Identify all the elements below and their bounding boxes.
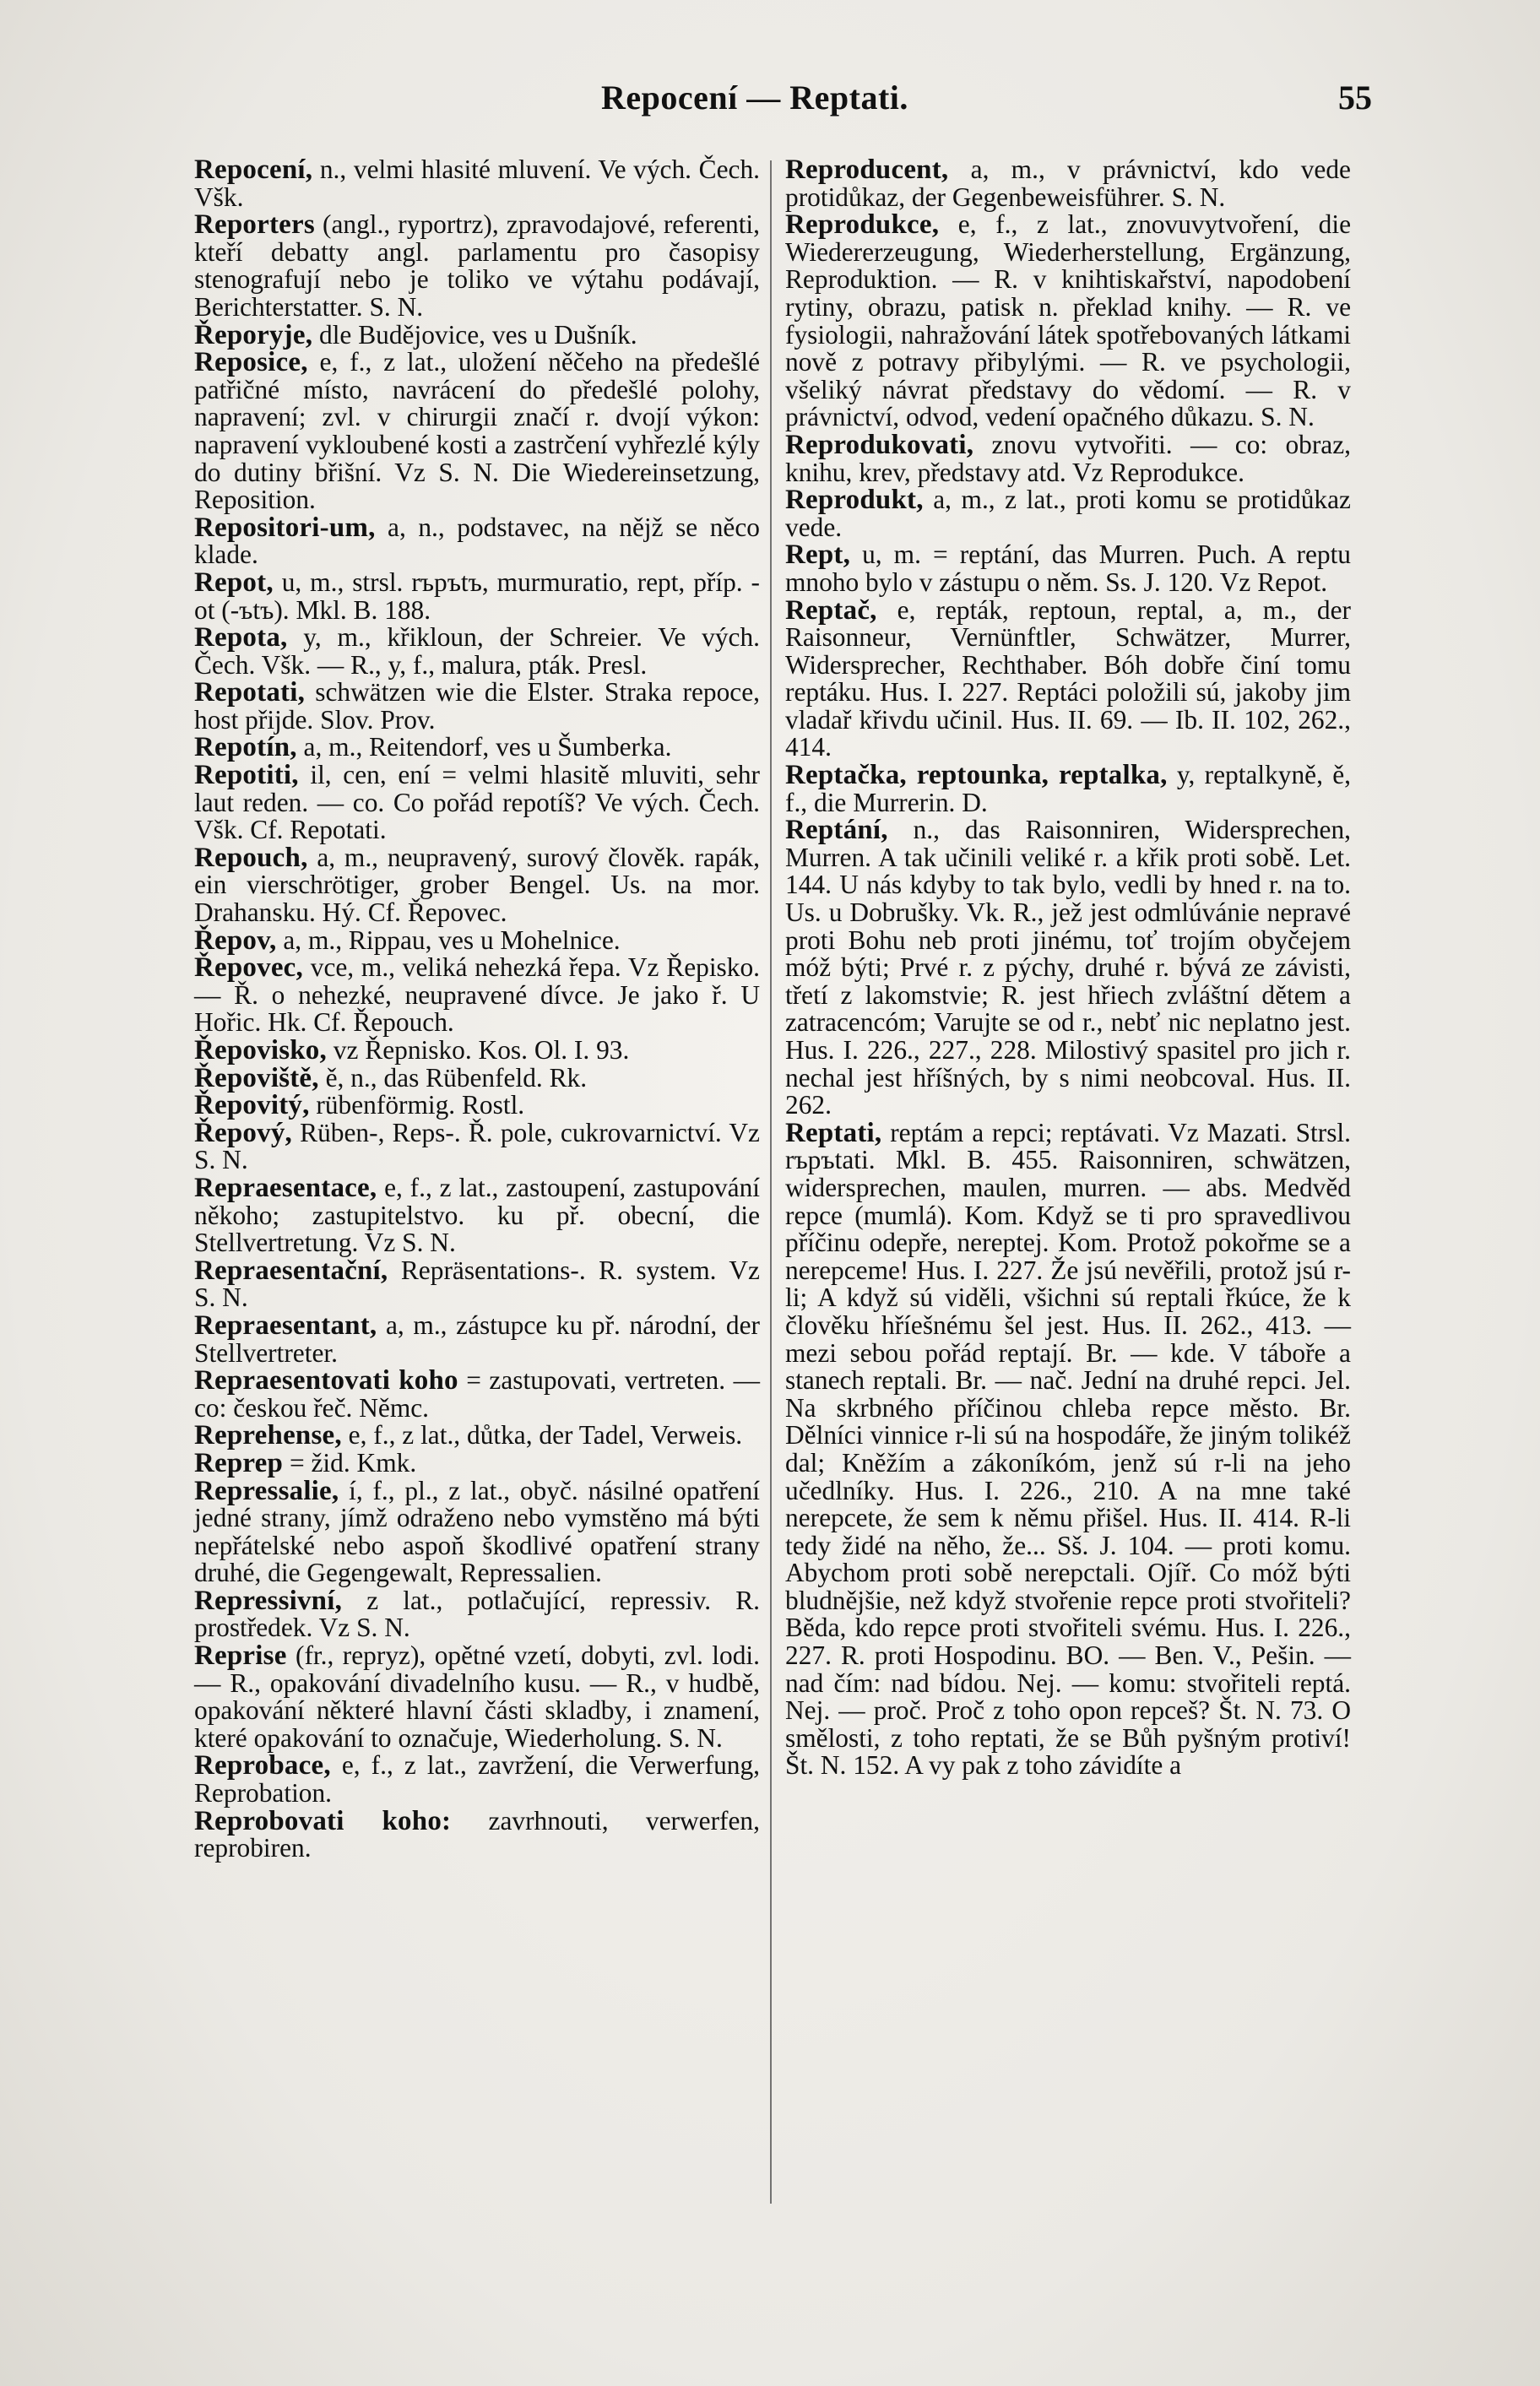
entry-headword: Repotín, (194, 732, 297, 763)
entry-headword: Reprobovati koho: (194, 1805, 452, 1836)
entry-definition: = žid. Kmk. (283, 1447, 417, 1478)
entry-headword: Reprise (194, 1640, 287, 1672)
dictionary-entry (785, 1117, 1351, 1781)
dictionary-entry (194, 319, 760, 350)
dictionary-entry (194, 1312, 760, 1367)
entry-headword: Reptačka, reptounka, reptalka, (785, 760, 1168, 791)
dictionary-entry (194, 679, 760, 734)
entry-definition: e, f., z lat., zastoupení, zastupování někoho; zastupitelstvo. ku př. obecní, die Stellvertretung. Vz S. N. (194, 1172, 760, 1258)
running-head: Repocení — Reptati. (601, 79, 908, 117)
entry-headword: Reproducent, (785, 155, 949, 185)
entry-headword: Rept, (785, 540, 851, 571)
entry-definition: a, m., Reitendorf, ves u Šumberka. (296, 732, 672, 762)
dictionary-entry (785, 541, 1351, 596)
entry-definition: (fr., repryz), opětné vzetí, dobyti, zvl. lodi. — R., opakování divadelního kusu. — R., v hudbě, opakování některé hlavní části skladby, i znamení, které opakování to označuje, Wiederholung. S. N. (194, 1640, 760, 1753)
left-column (194, 156, 760, 1863)
entry-definition: a, m., z lat., proti komu se protidůkaz vede. (785, 485, 1351, 542)
entry-headword: Repressalie, (194, 1475, 339, 1506)
entry-definition: dle Budějovice, ves u Dušník. (312, 319, 637, 350)
entry-definition: í, f., pl., z lat., obyč. násilné opatření jedné strany, jímž odraženo nebo vymstěno má býti nepřátelské nebo aspoň škodlivé opatření strany druhé, die Gegengewalt, Repressalien. (194, 1475, 760, 1588)
entry-headword: Reporters (194, 209, 315, 241)
entry-definition: ě, n., das Rübenfeld. Rk. (318, 1062, 588, 1093)
entry-headword: Repressivní, (194, 1585, 343, 1616)
entry-headword: Reptání, (785, 815, 888, 846)
dictionary-entry (785, 431, 1351, 486)
entry-definition: y, reptalkyně, ě, f., die Murrerin. D. (785, 760, 1351, 817)
dictionary-entry (194, 954, 760, 1037)
dictionary-entry (194, 156, 760, 211)
entry-definition: vce, m., veliká nehezká řepa. Vz Řepisko. — Ř. o nehezké, neupravené dívce. Je jako ř. U Hořic. Hk. Cf. Řepouch. (194, 952, 760, 1038)
entry-definition: e, f., z lat., znovuvytvoření, die Wiedererzeugung, Wiederherstellung, Ergänzung, Reproduktion. — R. v knihtiskařství, napodobení rytiny, obrazu, patisk n. překlad knihy. — R. ve fysiologii, nahražování látek spotřebovaných látkami nově z potravy přibylými. — R. ve psychologii, všeliký návrat představy do vědomí. — R. v právnictví, odvod, vedení opačného důkazu. S. N. (785, 209, 1351, 432)
entry-definition: zavrhnouti, verwerfen, reprobiren. (194, 1805, 760, 1863)
right-column (785, 156, 1351, 1780)
dictionary-entry (785, 156, 1351, 211)
entry-definition: u, m., strsl. rъpъtъ, murmuratio, rept, příp. -ot (-ъtъ). Mkl. B. 188. (194, 567, 760, 625)
entry-headword: Řepov, (194, 925, 277, 956)
entry-headword: Repota, (194, 622, 288, 653)
entry-definition: e, repták, reptoun, reptal, a, m., der Raisonneur, Vernünftler, Schwätzer, Murrer, Widersprecher, Rechthaber. Bóh dobře činí tomu reptáku. Hus. I. 227. Reptáci položili sú, jakoby jim vladař křivdu učinil. Hus. II. 69. — Ib. II. 102, 262., 414. (785, 594, 1351, 762)
entry-headword: Reprep (194, 1447, 284, 1478)
entry-headword: Repot, (194, 567, 274, 598)
entry-headword: Reprodukce, (785, 209, 940, 241)
entry-definition: e, f., z lat., zavržení, die Verwerfung, Reprobation. (194, 1750, 760, 1808)
dictionary-entry (785, 762, 1351, 816)
entry-definition: Rüben-, Reps-. Ř. pole, cukrovarnictví. Vz S. N. (194, 1117, 760, 1175)
dictionary-entry (194, 1117, 760, 1175)
dictionary-entry (194, 1062, 760, 1093)
entry-headword: Repouch, (194, 842, 308, 873)
entry-definition: vz Řepnisko. Kos. Ol. I. 93. (326, 1035, 630, 1065)
dictionary-entry (194, 1475, 760, 1588)
dictionary-entry (785, 594, 1351, 762)
dictionary-entry (194, 1752, 760, 1807)
dictionary-entry (194, 1174, 760, 1257)
dictionary-entry (194, 1367, 760, 1422)
entry-headword: Řepovec, (194, 952, 303, 984)
dictionary-entry (194, 762, 760, 844)
entry-definition: z lat., potlačující, repressiv. R. prostředek. Vz S. N. (194, 1585, 760, 1643)
column-divider (770, 160, 772, 2204)
entry-headword: Reptati, (785, 1117, 882, 1148)
dictionary-entry (194, 1422, 760, 1450)
dictionary-entry (785, 211, 1351, 431)
dictionary-entry (194, 211, 760, 321)
entry-definition: n., velmi hlasité mluvení. Ve vých. Čech. Všk. (194, 155, 760, 212)
entry-headword: Reptač, (785, 594, 877, 626)
entry-headword: Řeporyje, (194, 319, 313, 350)
dictionary-entry (194, 844, 760, 927)
entry-headword: Reprehense, (194, 1420, 342, 1451)
dictionary-entry (194, 514, 760, 569)
dictionary-entry (785, 816, 1351, 1120)
dictionary-entry (194, 569, 760, 624)
entry-definition: a, m., Rippau, ves u Mohelnice. (276, 925, 621, 955)
entry-headword: Repraesentace, (194, 1172, 377, 1203)
entry-definition: y, m., křikloun, der Schreier. Ve vých. Čech. Všk. — R., y, f., malura, pták. Presl. (194, 622, 760, 680)
dictionary-entry (194, 1805, 760, 1863)
entry-definition: reptám a repci; reptávati. Vz Mazati. Strsl. rъpъtati. Mkl. B. 455. Raisonniren, schwätzen, widersprechen, maulen, murren. — abs. Medvěd repce (mumlá). Kom. Když se ti pro spravedlivou příčinu odepře, nereptej. Kom. Protož pokořme se a nerepceme! Hus. I. 227. Že jsú nevěřili, protož jsú r-li; A když sú viděli, všichni sú reptali řkúce, že k člověku hříešnému šel jest. Hus. II. 262., 413. — mezi sebou pořád reptají. Br. — kde. V táboře a stanech reptali. Br. — nač. Jední na druhé repci. Jel. Na skrbného příčinou chleba repce město. Br. Dělníci vinnice r-li sú na hospodáře, že jiným tolikéž dal; Kněžím a zákoníkóm, jenž sú r-li na jeho učedlníky. Hus. I. 226., 210. A na mne také nerepcete, že sem k němu přišel. Hus. II. 414. R-li tedy židé na něho, že... Sš. J. 104. — proti komu. Abychom proti sobě nerepctali. Ojíř. Co móž býti bludnějšie, než když stvořenie repce proti stvořiteli? Běda, kdo repce proti stvořiteli svému. Hus. I. 226., 227. R. proti Hospodinu. BO. — Ben. V., Pešin. — nad čím: nad bídou. Nej. — komu: stvořiteli reptá. Nej. — proč. Proč z toho opon repceš? Št. N. 73. O smělosti, z toho reptati, že se Bůh pyšným protiví! Št. N. 152. A vy pak z toho závidíte a (785, 1117, 1351, 1781)
entry-headword: Řepoviště, (194, 1062, 319, 1093)
dictionary-entry (194, 1642, 760, 1752)
page-number: 55 (1338, 79, 1372, 117)
entry-definition: znovu vytvořiti. — co: obraz, knihu, krev, představy atd. Vz Reprodukce. (785, 429, 1351, 487)
entry-headword: Řepovisko, (194, 1035, 327, 1066)
entry-definition: Repräsentations-. R. system. Vz S. N. (194, 1255, 760, 1313)
entry-definition: e, f., z lat., důtka, der Tadel, Verweis. (341, 1420, 743, 1451)
dictionary-entry (194, 927, 760, 955)
entry-definition: u, m. = reptání, das Murren. Puch. A reptu mnoho bylo v zástupu o něm. Ss. J. 120. Vz Repot. (785, 540, 1351, 597)
entry-headword: Řepový, (194, 1117, 292, 1148)
entry-definition: schwätzen wie die Elster. Straka repoce, host přijde. Slov. Prov. (194, 677, 760, 735)
entry-definition: a, m., v právnictví, kdo vede protidůkaz, der Gegenbeweisführer. S. N. (785, 155, 1351, 212)
dictionary-entry (194, 1257, 760, 1312)
entry-headword: Repraesentační, (194, 1255, 388, 1286)
entry-definition: e, f., z lat., uložení něčeho na předešlé patřičné místo, navrácení do předešlé polohy, napravení; zvl. v chirurgii značí r. dvojí výkon: napravení vykloubené kosti a zastrčení vyhřezlé kýly do dutiny břišní. Vz S. N. Die Wiedereinsetzung, Reposition. (194, 347, 760, 515)
entry-definition: = zastupovati, vertreten. — co: českou řeč. Němc. (194, 1365, 760, 1423)
entry-definition: a, n., podstavec, na nějž se něco klade. (194, 512, 760, 570)
dictionary-entry (194, 624, 760, 679)
page-header (0, 78, 1540, 128)
entry-headword: Repraesentovati koho (194, 1365, 458, 1396)
entry-definition: il, cen, ení = velmi hlasitě mluviti, sehr laut reden. — co. Co pořád repotíš? Ve vých. Čech. Všk. Cf. Repotati. (194, 760, 760, 845)
entry-definition: a, m., zástupce ku př. národní, der Stellvertreter. (194, 1310, 760, 1368)
entry-headword: Reprodukt, (785, 485, 924, 516)
entry-headword: Řepovitý, (194, 1090, 310, 1121)
dictionary-entry (194, 349, 760, 514)
entry-definition: a, m., neupravený, surový člověk. rapák, ein vierschrötiger, grober Bengel. Us. na mor. Drahansku. Hý. Cf. Řepovec. (194, 842, 760, 928)
dictionary-entry (194, 1037, 760, 1065)
entry-headword: Repraesentant, (194, 1310, 377, 1341)
dictionary-entry (194, 734, 760, 762)
entry-headword: Repotati, (194, 677, 306, 708)
entry-definition: (angl., ryportrz), zpravodajové, referenti, kteří debatty angl. parlamentu pro časopisy stenografují nebo je toliko ve výtahu podávají, Berichterstatter. S. N. (194, 209, 760, 322)
dictionary-entry (194, 1092, 760, 1120)
entry-definition: rübenförmig. Rostl. (309, 1090, 525, 1120)
dictionary-entry (194, 1447, 760, 1478)
entry-headword: Reprobace, (194, 1750, 331, 1781)
entry-headword: Repocení, (194, 155, 313, 185)
entry-headword: Repositori-um, (194, 512, 376, 543)
entry-headword: Repotiti, (194, 760, 299, 791)
entry-headword: Reposice, (194, 347, 308, 378)
dictionary-entry (785, 486, 1351, 541)
entry-definition: n., das Raisonniren, Widersprechen, Murren. A tak učinili veliké r. a křik proti sobě. Let. 144. U nás kdyby to tak bylo, vedli by hned r. na to. Us. u Dobrušky. Vk. R., jež jest odmlúvánie nepravé proti Bohu neb proti jinému, toť trojím obyčejem móž býti; Prvé r. z pýchy, druhé r. bývá ze závisti, třetí z lakomstvie; R. jest hřiech zvláštní dětem a zatracencóm; Varujte se od r., nebť nic neplatno jest. Hus. I. 226., 227., 228. Milostivý spasitel pro jich r. nechal jest hříšných, by s nimi neobcoval. Hus. II. 262. (785, 815, 1351, 1120)
dictionary-entry (194, 1587, 760, 1642)
entry-headword: Reprodukovati, (785, 429, 974, 460)
